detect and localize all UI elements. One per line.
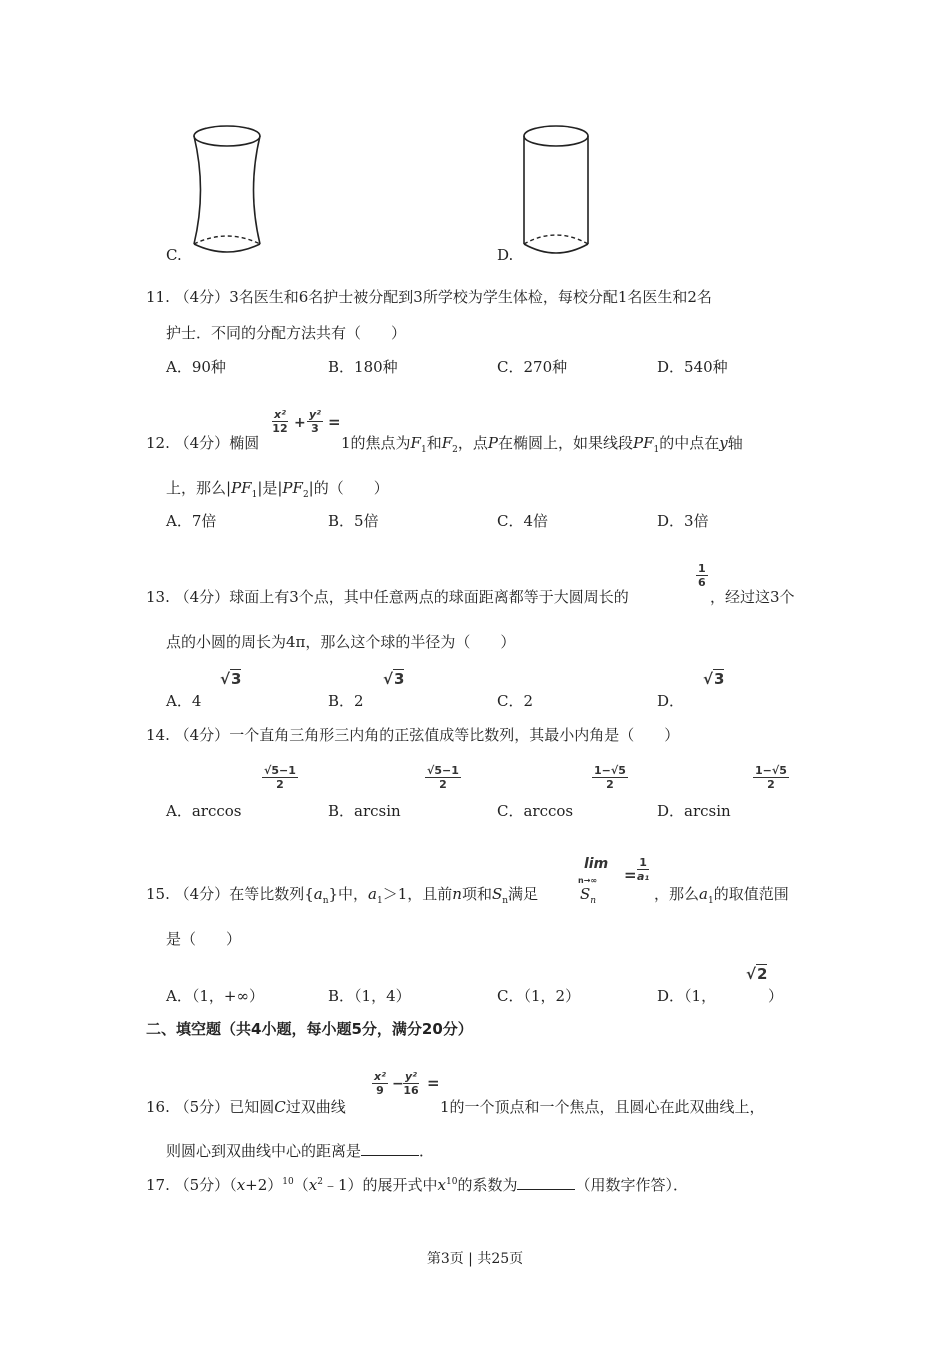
q13-frac-den: 6 [698,576,706,589]
q15-mid3: 项和 [461,885,492,903]
q15-a1-sub: 1 [376,896,383,906]
q15-mid4: 满足 [508,885,539,903]
q11-option-d: D．540种 [657,358,728,376]
q16-c: C [274,1098,286,1116]
q16-line1-tail: 1的一个顶点和一个焦点，且圆心在此双曲线上， [440,1098,765,1116]
question-17 [146,1174,688,1195]
q12-line2 [166,477,389,500]
q12-pf1-sub: 1 [653,445,660,455]
q15-number: 15. [146,885,170,903]
q12-frac1-num: x² [274,408,286,421]
figure-c-concave-cylinder [185,120,275,255]
q14-number: 14. [146,726,170,744]
q15-n: n [452,885,462,903]
q14-frac-c-den: 2 [606,778,614,791]
q11-score: （4分） [174,288,230,306]
q17-p7: 的系数为 [457,1176,518,1194]
q15-mid2: ＞1，且前 [382,885,453,903]
q14-option-b: B．arcsin [328,802,401,820]
q15-tail-text: ，那么 [654,885,700,903]
q13-line1: 球面上有3个点，其中任意两点的球面距离都等于大圆周长的 [229,588,629,606]
q12-pre: 椭圆 [229,434,260,452]
q12-line2-a: 上，那么| [166,479,232,497]
q12-text-midpoint: 的中点在 [659,434,720,452]
q11-number: 11. [146,288,170,306]
q15-lim-s-sub: n [590,896,597,906]
q12-fraction-y2-over-3 [307,408,323,435]
section-2-heading: 二、填空题（共4小题，每小题5分，满分20分） [146,1020,473,1038]
q17-p3: （ [293,1176,309,1194]
q15-pre: 在等比数列{ [229,885,314,903]
q17-p2: +2） [245,1176,283,1194]
q15-option-d: D．（1， [657,987,717,1005]
q12-option-c: C．4倍 [497,512,549,530]
q14-frac-a-den: 2 [276,778,284,791]
q12-frac2-den: 3 [311,422,319,435]
q14-frac-d-den: 2 [767,778,775,791]
question-12 [146,432,259,453]
q13-option-a: A．4 [166,692,202,710]
q14-fraction-d [753,764,789,791]
q14-fraction-a [262,764,298,791]
q16-line2 [166,1140,434,1161]
q16-equals: = [427,1074,440,1092]
q12-text-point: ，点 [457,434,488,452]
q15-sn [580,885,596,906]
q15-option-b: B．（1，4） [328,987,411,1005]
q15-lim: lim [584,856,609,872]
q16-score: （5分） [174,1098,230,1116]
q17-answer-blank[interactable] [517,1175,575,1190]
q13-b-radicand: 3 [394,670,405,688]
q15-option-a: A．（1，+∞） [166,987,264,1005]
q12-f1-sub: 1 [420,445,427,455]
q12-pf1-b: PF [231,479,252,497]
q12-option-b: B．5倍 [328,512,379,530]
q12-text-segment: 在椭圆上，如果线段 [497,434,633,452]
q11-line2: 护士．不同的分配方法共有（ ） [166,324,407,342]
q17-exp10: 10 [282,1177,294,1187]
q15-tail-a1-sub: 1 [707,896,714,906]
q17-x2: x [308,1176,318,1194]
q12-line2-c: |的（ ） [308,479,389,497]
q12-f1: F [410,434,421,452]
q13-option-d: D． [657,692,685,710]
q16-frac2-num: y² [405,1070,417,1083]
q15-tail-a1: a [699,885,708,903]
q13-score: （4分） [174,588,230,606]
q14-line1: 一个直角三角形三内角的正弦值成等比数列，其最小内角是（ ） [229,726,680,744]
q14-fraction-b [425,764,461,791]
q11-option-a: A．90种 [166,358,226,376]
q11-option-c: C．270种 [497,358,568,376]
q14-option-a: A．arccos [166,802,242,820]
q16-minus: − [392,1076,404,1092]
q12-equals: = [328,413,341,431]
q16-number: 16. [146,1098,170,1116]
q14-frac-b-den: 2 [439,778,447,791]
q12-option-a: A．7倍 [166,512,217,530]
q15-tail [654,883,789,906]
q14-option-c: C．arccos [497,802,574,820]
q13-fraction-one-sixth [696,562,708,589]
q15-mid1: }中， [328,885,369,903]
q12-line1 [341,432,743,455]
figure-d-label: D. [497,246,514,264]
q13-line1-tail: ，经过这3个 [710,588,795,606]
question-11 [146,286,712,307]
q12-f2: F [441,434,453,452]
q16-frac1-num: x² [374,1070,386,1083]
question-13 [146,586,629,607]
q14-option-d: D．arcsin [657,802,731,820]
q15-option-c: C．（1，2） [497,987,581,1005]
q16-answer-blank[interactable] [361,1141,419,1156]
q16-line2-end: ． [419,1142,435,1160]
q16-fraction-x2-over-9 [372,1070,388,1097]
q15-option-d-sqrt2: √2 [746,965,768,983]
q12-text-focus: 1的焦点为 [341,434,411,452]
q17-p5: ﹣1）的展开式中 [322,1176,438,1194]
q15-fraction-1-over-a1 [637,856,649,883]
q13-option-a-sqrt3: √3 [220,670,242,688]
q12-pf1-b-sub: 1 [251,490,258,500]
q15-frac-den: a₁ [637,870,650,883]
q16-frac1-den: 9 [376,1084,384,1097]
page-footer: 第3页 | 共25页 [426,1251,524,1267]
q13-option-b-sqrt3: √3 [383,670,405,688]
q11-line1: 3名医生和6名护士被分配到3所学校为学生体检，每校分配1名医生和2名 [229,288,712,306]
q16-fraction-y2-over-16 [403,1070,419,1097]
q13-a-radicand: 3 [231,670,242,688]
q16-line2-text: 则圆心到双曲线中心的距离是 [166,1142,362,1160]
q12-score: （4分） [174,434,230,452]
q12-pf2-sub: 2 [302,490,309,500]
q17-x10: x [437,1176,446,1194]
q17-x10-exp: 10 [445,1177,458,1187]
q12-frac2-num: y² [309,408,321,421]
q13-d-radicand: 3 [714,670,725,688]
q15-s: S [491,885,503,903]
q15-tail2: 的取值范围 [713,885,789,903]
q15-option-d-close: ） [768,987,784,1005]
q13-option-d-sqrt3: √3 [703,670,725,688]
q12-y: y [719,434,728,452]
q13-number: 13. [146,588,170,606]
q14-frac-c-num: 1−√5 [594,764,626,777]
q12-text-axis: 轴 [727,434,743,452]
question-16 [146,1096,346,1117]
q15-frac-num: 1 [637,856,649,870]
figure-c-label: C. [166,246,182,264]
question-15 [146,883,538,906]
q15-d-radicand: 2 [757,965,768,983]
q13-option-c: C．2 [497,692,534,710]
q17-p1: （ [229,1176,237,1194]
q15-equals: = [624,866,637,884]
q14-frac-d-num: 1−√5 [755,764,787,777]
q14-score: （4分） [174,726,230,744]
q15-a1: a [368,885,377,903]
q12-and: 和 [426,434,442,452]
q12-p: P [487,434,498,452]
q15-score: （4分） [174,885,230,903]
q15-a-sub-n: n [322,896,329,906]
q17-x: x [236,1176,246,1194]
q15-a: a [313,885,323,903]
q16-pre: 已知圆 [229,1098,275,1116]
q12-plus: + [294,415,306,431]
q13-line2: 点的小圆的周长为4π，那么这个球的半径为（ ） [166,633,516,651]
q16-frac2-den: 16 [403,1084,419,1097]
figure-d-cylinder [518,120,598,255]
q13-option-b: B．2 [328,692,364,710]
q16-mid: 过双曲线 [285,1098,346,1116]
q12-line2-b: |是| [257,479,283,497]
q12-pf1: PF [633,434,654,452]
q17-sq: 2 [317,1177,323,1187]
q12-option-d: D．3倍 [657,512,709,530]
q12-f2-sub: 2 [452,445,458,455]
q15-lim-s: S [580,885,591,903]
q15-line2: 是（ ） [166,930,242,948]
q12-frac1-den: 12 [272,422,288,435]
question-14 [146,724,679,745]
q14-frac-b-num: √5−1 [427,764,459,777]
q13-frac-num: 1 [698,562,706,575]
q11-option-b: B．180种 [328,358,398,376]
q12-number: 12. [146,434,170,452]
q17-p8: （用数字作答）． [575,1176,688,1194]
q15-lim-subscript: n→∞ [578,876,598,885]
q17-score: （5分） [174,1176,230,1194]
q14-frac-a-num: √5−1 [264,764,296,777]
q17-number: 17. [146,1176,170,1194]
q15-s-sub-n: n [502,896,509,906]
q12-fraction-x2-over-12 [272,408,288,435]
q12-pf2: PF [282,479,303,497]
q14-fraction-c [592,764,628,791]
